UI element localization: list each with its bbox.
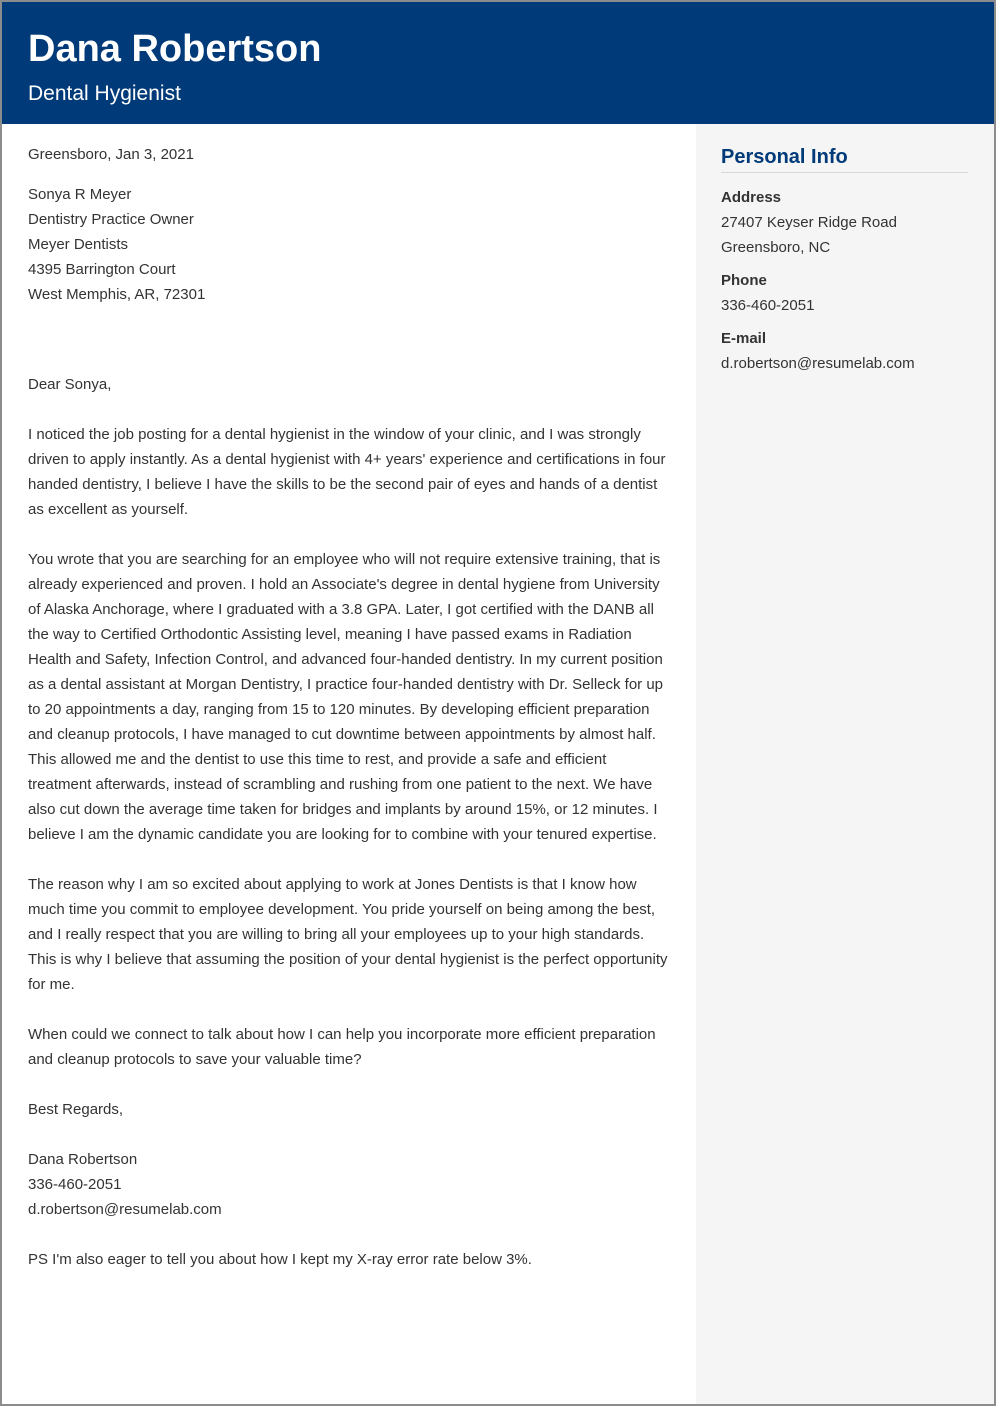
applicant-role: Dental Hygienist (28, 82, 181, 105)
signature-email: d.robertson@resumelab.com (28, 1201, 222, 1218)
recipient-block (28, 182, 673, 307)
paragraph-call-to-action: When could we connect to talk about how I can help you incorporate more efficient preparation and cleanup protocols to save your valuable time? (28, 1026, 656, 1068)
email-value: d.robertson@resumelab.com (721, 355, 915, 372)
recipient-city: West Memphis, AR, 72301 (28, 286, 206, 303)
date-line: Greensboro, Jan 3, 2021 (28, 146, 194, 163)
header-banner (2, 2, 994, 124)
signature-name: Dana Robertson (28, 1151, 138, 1168)
paragraph-experience: You wrote that you are searching for an employee who will not require extensive training, that is already experienced and proven. I hold an Associate's degree in dental hygiene from University of Alaska Anchorage, where I graduated with a 3.8 GPA. Later, I got certified with the DANB all the way to Certified Orthodontic Assisting level, meaning I have passed exams in Radiation Health and Safety, Infection Control, and advanced four-handed dentistry. In my current position as a dental assistant at Morgan Dentistry, I practice four-handed dentistry with Dr. Selleck for up to 20 appointments a day, ranging from 15 to 120 minutes. By developing efficient preparation and cleanup protocols, I have managed to cut downtime between appointments by almost half. This allowed me and the dentist to use this time to rest, and provide a safe and efficient treatment afterwards, instead of scrambling and rushing from one patient to the next. We have also cut down the average time taken for bridges and implants by around 15%, or 12 minutes. I believe I am the dynamic candidate you are looking for to combine with your tenured expertise. (28, 551, 664, 843)
closing: Best Regards, (28, 1101, 124, 1118)
recipient-name: Sonya R Meyer (28, 186, 132, 203)
recipient-company: Meyer Dentists (28, 236, 129, 253)
signature-block (28, 1147, 673, 1222)
address-line-1: 27407 Keyser Ridge Road (721, 214, 897, 231)
paragraph-intro: I noticed the job posting for a dental hygienist in the window of your clinic, and I was strongly driven to apply instantly. As a dental hygienist with 4+ years' experience and certifications in four handed dentistry, I believe I have the skills to be the second pair of eyes and hands of a dentist as excellent as yourself. (28, 426, 666, 518)
paragraph-motivation: The reason why I am so excited about applying to work at Jones Dentists is that I know how much time you commit to employee development. You pride yourself on being among the best, and I really respect that you are willing to bring all your employees up to your high standards. This is why I believe that assuming the position of your dental hygienist is the perfect opportunity for me. (28, 876, 668, 993)
signature-phone: 336-460-2051 (28, 1176, 122, 1193)
letter-body (28, 142, 673, 1297)
personal-info-sidebar (696, 124, 994, 1404)
recipient-street: 4395 Barrington Court (28, 261, 176, 278)
phone-value: 336-460-2051 (721, 297, 815, 314)
address-line-2: Greensboro, NC (721, 239, 831, 256)
address-label: Address (721, 189, 782, 206)
recipient-title: Dentistry Practice Owner (28, 211, 194, 228)
postscript: PS I'm also eager to tell you about how I kept my X-ray error rate below 3%. (28, 1251, 532, 1268)
email-label: E-mail (721, 330, 767, 347)
personal-info-title: Personal Info (721, 144, 968, 173)
salutation: Dear Sonya, (28, 376, 112, 393)
applicant-name: Dana Robertson (28, 28, 322, 70)
phone-label: Phone (721, 272, 767, 289)
